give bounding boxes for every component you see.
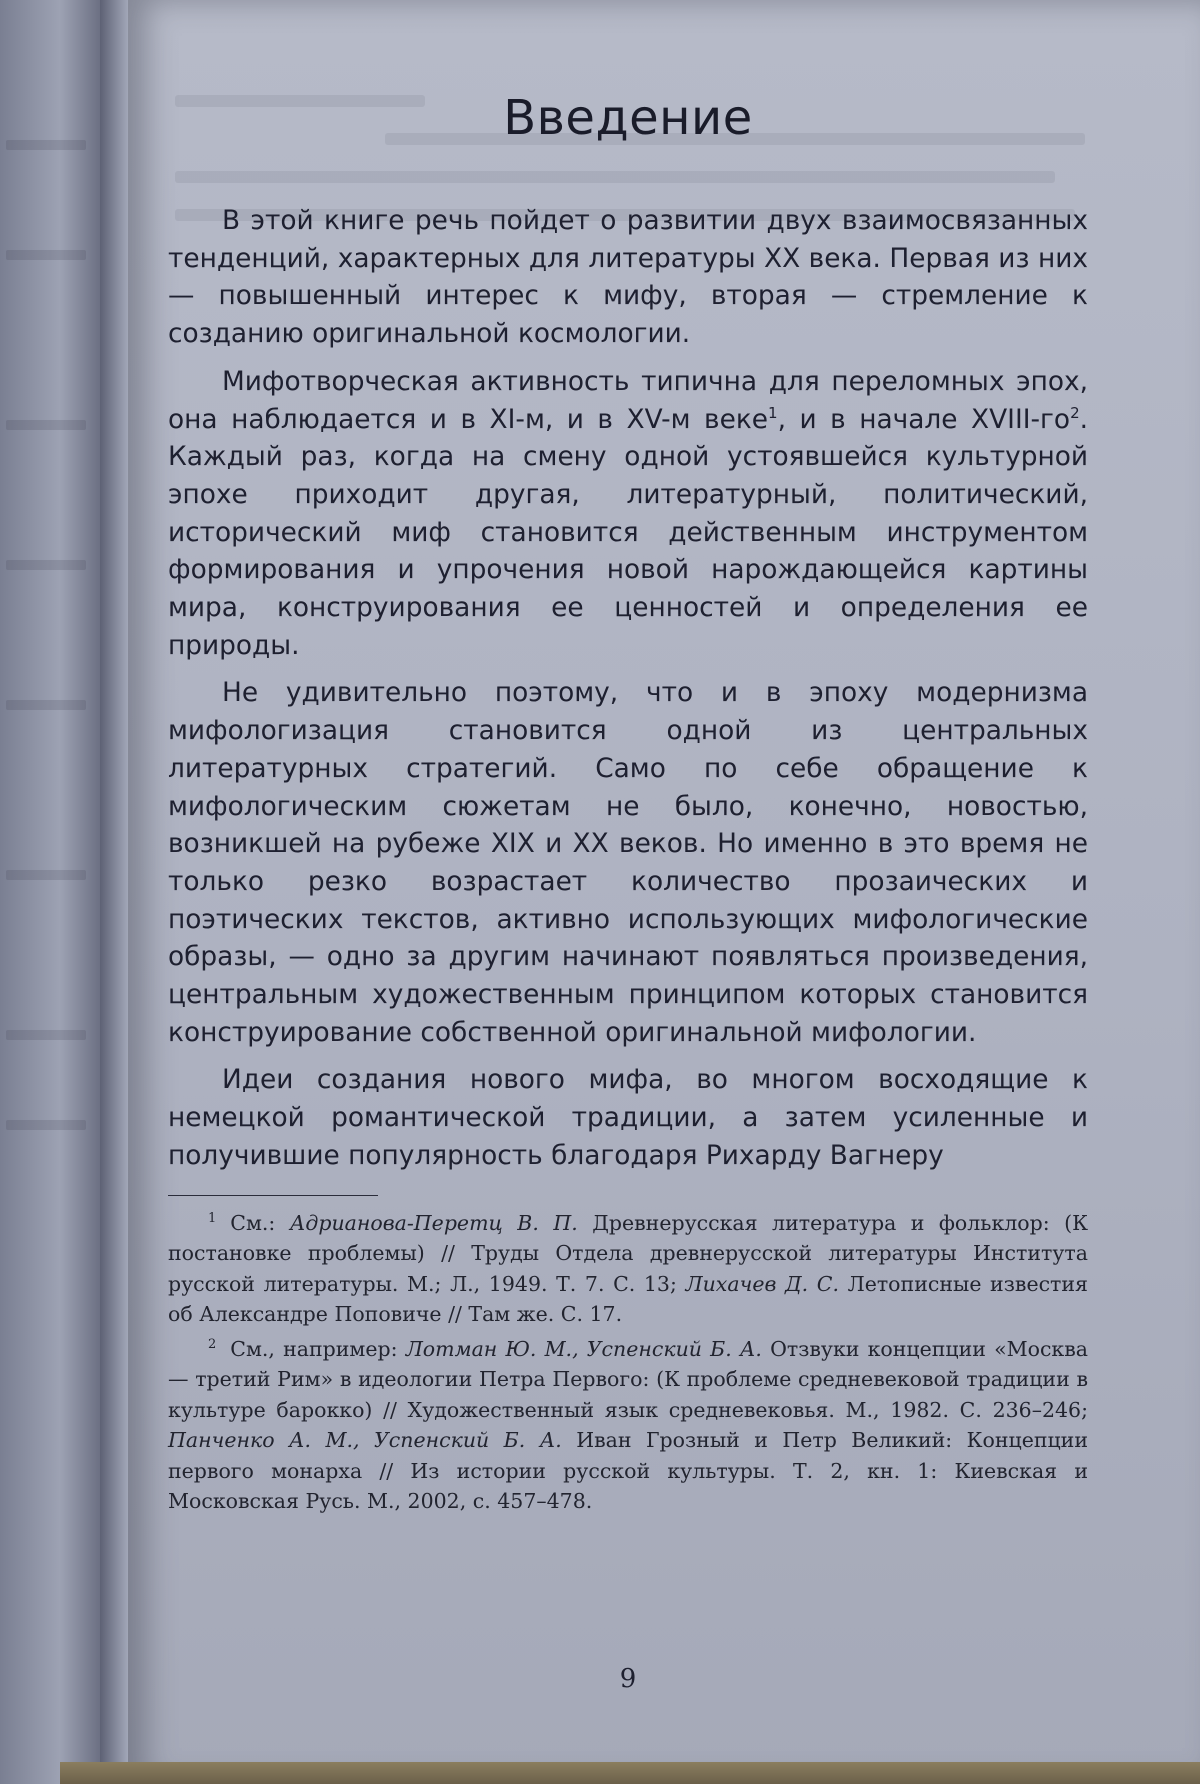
body-paragraph bbox=[168, 363, 1088, 665]
footnote-author: Лотман Ю. М., Успенский Б. А. bbox=[405, 1336, 762, 1361]
page-title: Введение bbox=[503, 90, 753, 146]
book-gutter bbox=[100, 0, 130, 1784]
footnote-text: Отзвуки концепции «Москва — третий Рим» в идеологии Петра Первого: (К проблеме средневековой традиции в культуре барокко) // Художественный язык средневековья. М., 1982. С. 236–246; bbox=[168, 1336, 1088, 1422]
footnote-author: Панченко А. М., Успенский Б. А. bbox=[168, 1428, 562, 1453]
footnote-text: Летописные известия об Александре Поповиче // Там же. С. 17. bbox=[168, 1271, 1088, 1327]
footnote-1 bbox=[168, 1208, 1088, 1330]
facing-page-text-ghost bbox=[6, 870, 86, 880]
facing-page-text-ghost bbox=[6, 560, 86, 570]
footnote-2 bbox=[168, 1334, 1088, 1517]
footnote-author: Адрианова-Перетц В. П. bbox=[289, 1210, 578, 1235]
page-content bbox=[168, 90, 1088, 1521]
facing-page-text-ghost bbox=[6, 140, 86, 150]
footnote-number: 2 bbox=[208, 1336, 217, 1352]
footnote-text: См., например: bbox=[230, 1336, 406, 1361]
footnote-text: Древнерусская литература и фольклор: (К постановке проблемы) // Труды Отдела древнерусской литературы Института русской литературы. М.; Л., 1949. Т. 7. С. 13; bbox=[168, 1210, 1088, 1296]
footnote-ref[interactable]: 1 bbox=[768, 403, 778, 422]
facing-page-text-ghost bbox=[6, 1120, 86, 1130]
footnote-ref[interactable]: 2 bbox=[1070, 403, 1080, 422]
body-text: , и в начале XVIII-го bbox=[777, 403, 1071, 435]
footnote-author: Лихачев Д. С. bbox=[685, 1271, 839, 1296]
facing-page-text-ghost bbox=[6, 700, 86, 710]
footnote-text: Иван Грозный и Петр Великий: Концепции первого монарха // Из истории русской культуры. Т. 2, кн. 1: Киевская и Московская Русь. М., 2002, с. 457–478. bbox=[168, 1428, 1089, 1514]
facing-page-edge bbox=[0, 0, 100, 1784]
facing-page-text-ghost bbox=[6, 1030, 86, 1040]
facing-page-text-ghost bbox=[6, 420, 86, 430]
page-number: 9 bbox=[619, 1664, 637, 1694]
body-paragraph: Не удивительно поэтому, что и в эпоху модернизма мифологизация становится одной из центральных литературных стратегий. Само по себе обращение к мифологическим сюжетам не было, конечно, новостью, возникшей на рубеже XIX и XX веков. Но именно в это время не только резко возрастает количество прозаических и поэтических текстов, активно использующих мифологические образы, — одно за другим начинают появляться произведения, центральным художественным принципом которых становится конструирование собственной оригинальной мифологии. bbox=[168, 677, 1088, 1048]
footnote-number: 1 bbox=[208, 1210, 217, 1226]
footnote-text: См.: bbox=[230, 1210, 290, 1235]
facing-page-text-ghost bbox=[6, 250, 86, 260]
body-text: Мифотворческая активность типична для переломных эпох, она наблюдается и в XI-м, и в XV-м веке bbox=[168, 365, 1088, 435]
footnote-divider bbox=[168, 1195, 378, 1196]
body-text: . Каждый раз, когда на смену одной устоявшейся культурной эпохе приходит другая, литературный, политический, исторический миф становится действенным инструментом формирования и упрочения новой нарождающейся картины мира, конструирования ее ценностей и определения ее природы. bbox=[168, 403, 1088, 661]
body-paragraph: Идеи создания нового мифа, во многом восходящие к немецкой романтической традиции, а затем усиленные и получившие популярность благодаря Рихарду Вагнеру bbox=[168, 1064, 1088, 1171]
table-surface bbox=[60, 1762, 1200, 1784]
body-paragraph: В этой книге речь пойдет о развитии двух взаимосвязанных тенденций, характерных для литературы XX века. Первая из них — повышенный интерес к мифу, вторая — стремление к созданию оригинальной космологии. bbox=[168, 205, 1088, 350]
